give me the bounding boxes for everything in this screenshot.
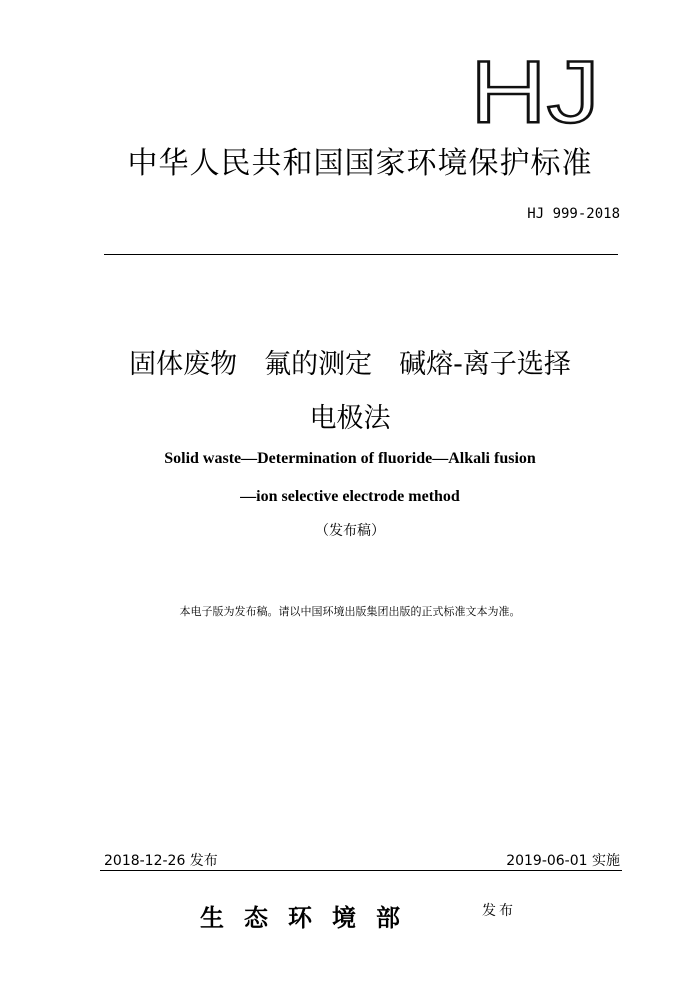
title-zh-line1: 固体废物 氟的测定 碱熔-离子选择 <box>129 349 571 380</box>
implementation-date: 2019-06-01 实施 <box>506 853 620 869</box>
issue-date: 2018-12-26 发布 <box>104 853 218 869</box>
hj-logo <box>470 56 602 126</box>
edition-notice: 本电子版为发布稿。请以中国环境出版集团出版的正式标准文本为准。 <box>179 605 521 618</box>
title-en-line2: —ion selective electrode method <box>240 488 460 505</box>
standard-code: HJ 999-2018 <box>527 206 620 222</box>
issue-word: 发布 <box>482 903 516 919</box>
org-name: 中华人民共和国国家环境保护标准 <box>127 146 593 181</box>
issuing-ministry: 生态环境部 <box>200 903 420 932</box>
title-zh-line2: 电极法 <box>309 403 391 434</box>
title-en-line1: Solid waste—Determination of fluoride—Alkali fusion <box>164 450 536 467</box>
logo-text: HJ <box>470 56 600 126</box>
footer-divider <box>100 870 622 871</box>
draft-label: （发布稿） <box>315 523 385 539</box>
header-divider <box>104 254 618 255</box>
